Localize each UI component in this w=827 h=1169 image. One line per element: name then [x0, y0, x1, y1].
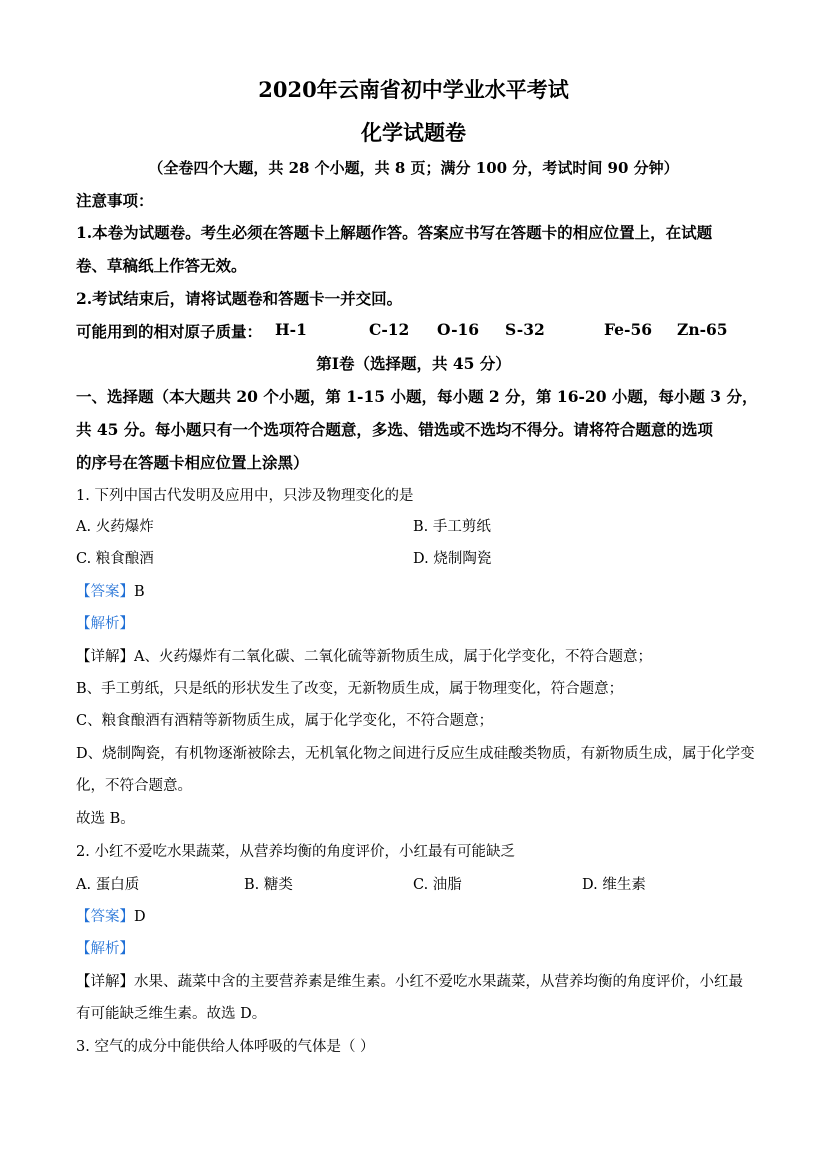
q2-option-d: D. 维生素 [582, 877, 646, 893]
q2-option-b: B. 糖类 [244, 877, 293, 893]
q2-detail-line1: 水果、蔬菜中含的主要营养素是维生素。小红不爱吃水果蔬菜，从营养均衡的角度评价，小红最 [134, 974, 743, 990]
q1-conclusion: 故选 B。 [76, 811, 135, 827]
q1-stem: 1. 下列中国古代发明及应用中，只涉及物理变化的是 [76, 488, 414, 504]
part1-heading: 第Ⅰ卷（选择题，共 45 分） [316, 354, 511, 373]
atomic-mass-s: S-32 [505, 320, 545, 339]
q1-answer-row [76, 580, 145, 601]
q2-analysis-tag: 【解析】 [76, 941, 134, 957]
q3-stem: 3. 空气的成分中能供给人体呼吸的气体是（ ） [76, 1039, 375, 1055]
q2-stem: 2. 小红不爱吃水果蔬菜，从营养均衡的角度评价，小红最有可能缺乏 [76, 844, 515, 860]
q1-option-b: B. 手工剪纸 [413, 519, 491, 535]
section1-line3: 的序号在答题卡相应位置上涂黑） [76, 453, 309, 472]
atomic-mass-h: H-1 [275, 320, 307, 339]
q1-detail-a: A、火药爆炸有二氧化碳、二氧化硫等新物质生成，属于化学变化，不符合题意； [134, 649, 652, 665]
q1-detail-b: B、手工剪纸，只是纸的形状发生了改变，无新物质生成，属于物理变化，符合题意； [76, 681, 624, 697]
atomic-mass-row [76, 320, 756, 342]
q2-option-c: C. 油脂 [413, 877, 462, 893]
q1-option-a: A. 火药爆炸 [76, 519, 154, 535]
q1-detail-c: C、粮食酿酒有酒精等新物质生成，属于化学变化，不符合题意； [76, 713, 494, 729]
q1-option-c: C. 粮食酿酒 [76, 551, 154, 567]
exam-subtitle: 化学试题卷 [361, 120, 466, 145]
atomic-mass-fe: Fe-56 [604, 320, 653, 339]
q1-detail-a-row [76, 645, 652, 666]
q1-detail-tag: 【详解】 [76, 649, 134, 665]
q2-detail-row [76, 970, 743, 991]
section1-line1: 一、选择题（本大题共 20 个小题，第 1-15 小题，每小题 2 分，第 16-20 小题，每小题 3 分， [76, 387, 758, 406]
atomic-mass-label: 可能用到的相对原子质量： [76, 322, 263, 341]
q2-detail-line2: 有可能缺乏维生素。故选 D。 [76, 1006, 267, 1022]
notice-1-line2: 卷、草稿纸上作答无效。 [76, 256, 247, 275]
section1-line2: 共 45 分。每小题只有一个选项符合题意，多选、错选或不选均不得分。请将符合题意的选项 [76, 420, 713, 439]
notice-1-line1: 1.本卷为试题卷。考生必须在答题卡上解题作答。答案应书写在答题卡的相应位置上，在试题 [76, 223, 713, 242]
q1-analysis-tag: 【解析】 [76, 616, 134, 632]
atomic-mass-o: O-16 [437, 320, 480, 339]
q2-detail-tag: 【详解】 [76, 974, 134, 990]
q1-answer: B [134, 584, 145, 600]
notice-heading: 注意事项： [76, 191, 154, 210]
q1-option-d: D. 烧制陶瓷 [413, 551, 492, 567]
exam-title: 2020年云南省初中学业水平考试 [258, 77, 569, 102]
q2-answer: D [134, 909, 146, 925]
q2-option-a: A. 蛋白质 [76, 877, 140, 893]
atomic-mass-c: C-12 [369, 320, 410, 339]
q2-answer-row [76, 905, 146, 926]
exam-info: （全卷四个大题，共 28 个小题，共 8 页；满分 100 分，考试时间 90 分钟） [148, 159, 679, 177]
q2-answer-tag: 【答案】 [76, 909, 134, 925]
atomic-mass-zn: Zn-65 [677, 320, 728, 339]
q1-detail-d-line2: 化，不符合题意。 [76, 778, 192, 794]
notice-2: 2.考试结束后，请将试题卷和答题卡一并交回。 [76, 289, 403, 308]
q1-answer-tag: 【答案】 [76, 584, 134, 600]
q1-detail-d-line1: D、烧制陶瓷，有机物逐渐被除去，无机氧化物之间进行反应生成硅酸类物质，有新物质生成，属于化学变 [76, 746, 755, 762]
